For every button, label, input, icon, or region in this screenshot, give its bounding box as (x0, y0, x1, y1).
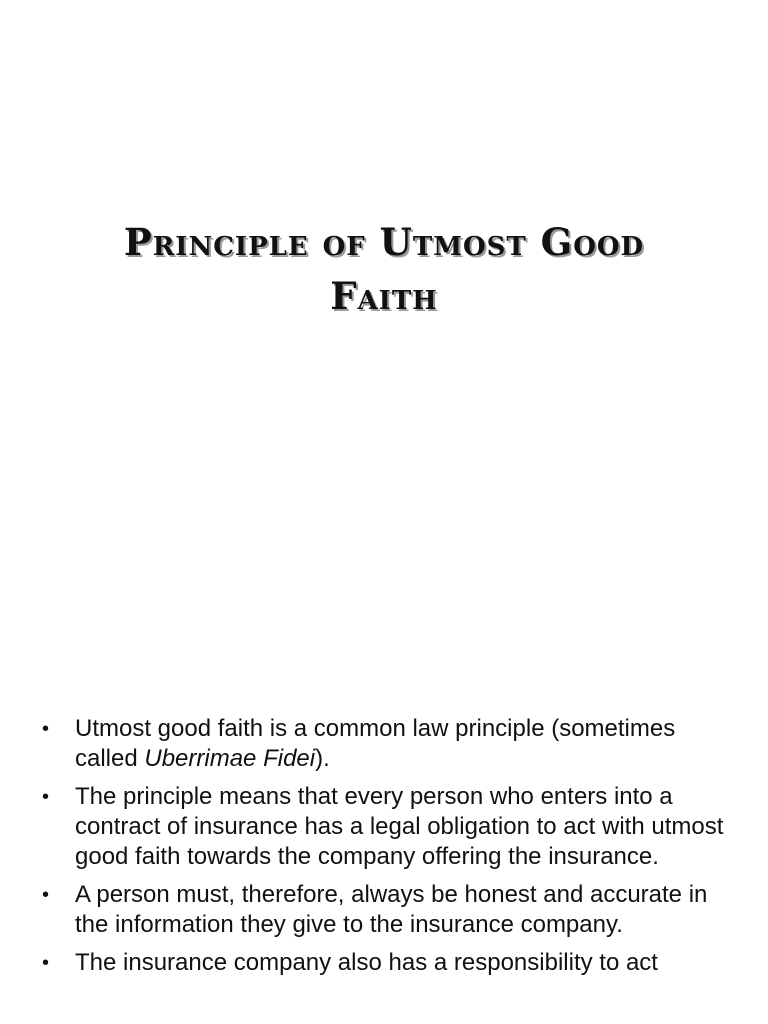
list-item (40, 714, 740, 774)
bullet-icon: • (42, 952, 50, 974)
bullet-icon: • (42, 884, 50, 906)
bullet-text: The insurance company also has a responsibility to act (75, 949, 658, 976)
page-title (40, 215, 728, 323)
list-item (40, 948, 740, 978)
bullet-icon: • (42, 718, 50, 740)
bullet-italic-term: Uberrimae Fidei (144, 745, 316, 772)
bullet-text: Utmost good faith is a common law principle (sometimes called (75, 715, 676, 772)
list-item (40, 880, 740, 940)
list-item (40, 782, 740, 872)
title-line-1: Principle of Utmost Good (123, 219, 645, 264)
bullet-list (40, 714, 740, 986)
bullet-text: The principle means that every person who enters into a contract of insurance has a legal obligation to act with utmost good faith towards the company offering the insurance. (75, 783, 724, 870)
bullet-icon: • (42, 786, 50, 808)
bullet-text: A person must, therefore, always be honest and accurate in the information they give to the insurance company. (75, 881, 708, 938)
bullet-text-end: ). (315, 745, 330, 772)
title-line-2: Faith (330, 273, 438, 318)
